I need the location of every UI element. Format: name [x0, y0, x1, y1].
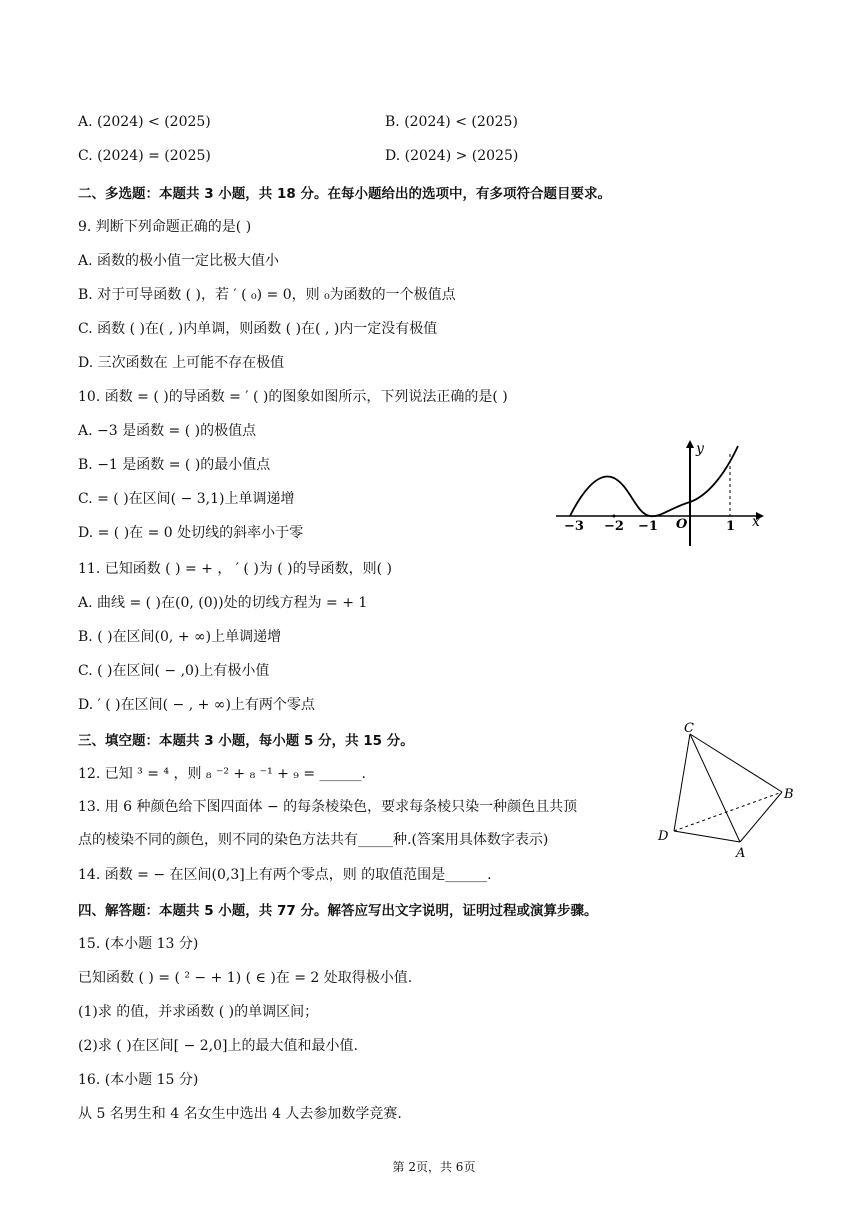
- q15-part2: (2)求 ( )在区间[ − 2,0]上的最大值和最小值.: [78, 1038, 358, 1054]
- q11-option-d: D. ′ ( )在区间( − , + ∞)上有两个零点: [78, 697, 315, 713]
- q10-option-d: D. = ( )在 = 0 处切线的斜率小于零: [78, 525, 304, 541]
- q10-option-c: C. = ( )在区间( − 3,1)上单调递增: [78, 491, 295, 507]
- q11-option-c: C. ( )在区间( − ,0)上有极小值: [78, 663, 270, 679]
- q9-option-a: A. 函数的极小值一定比极大值小: [78, 253, 280, 269]
- derivative-curve: [570, 446, 738, 516]
- y-axis-arrow: [686, 440, 694, 448]
- tick-label-1: 1: [726, 519, 736, 534]
- tick-label-neg1: −1: [638, 519, 658, 534]
- origin-label: O: [676, 517, 688, 532]
- vertex-label-d: D: [658, 829, 669, 844]
- q8-option-a: A. (2024) < (2025): [78, 114, 211, 130]
- x-axis-label: x: [752, 514, 760, 530]
- q8-option-c: C. (2024) = (2025): [78, 148, 211, 164]
- vertex-label-b: B: [784, 787, 794, 802]
- q15-stem: 已知函数 ( ) = ( ² − + 1) ( ∈ )在 = 2 处取得极小值.: [78, 970, 413, 986]
- q11-option-b: B. ( )在区间(0, + ∞)上单调递增: [78, 629, 282, 645]
- tick-label-neg2: −2: [604, 519, 624, 534]
- q10-option-b: B. −1 是函数 = ( )的最小值点: [78, 457, 271, 473]
- y-axis-label: y: [696, 441, 704, 457]
- q15-part1: (1)求 的值，并求函数 ( )的单调区间；: [78, 1004, 319, 1020]
- q16-stem: 从 5 名男生和 4 名女生中选出 4 人去参加数学竞赛.: [78, 1106, 402, 1122]
- section-heading-solutions: 四、解答题：本题共 5 小题，共 77 分。解答应写出文字说明，证明过程或演算步骤。: [78, 903, 598, 919]
- section-heading-fill-in: 三、填空题：本题共 3 小题，每小题 5 分，共 15 分。: [78, 733, 414, 749]
- q10-stem: 10. 函数 = ( )的导函数 = ′ ( )的图象如图所示，下列说法正确的是( ): [78, 389, 508, 405]
- q13-line2: 点的棱染不同的颜色，则不同的染色方法共有_____种.(答案用具体数字表示): [78, 832, 549, 848]
- q10-option-a: A. −3 是函数 = ( )的极值点: [78, 423, 257, 439]
- q13-line1: 13. 用 6 种颜色给下图四面体 − 的每条棱染色，要求每条棱只染一种颜色且共顶: [78, 799, 578, 815]
- q9-option-b: B. 对于可导函数 ( )，若 ′ ( ₀) = 0，则 ₀为函数的一个极值点: [78, 287, 456, 303]
- q8-option-b: B. (2024) < (2025): [385, 114, 518, 130]
- tetrahedron-figure: [654, 718, 800, 862]
- edge-da: [674, 831, 740, 842]
- vertex-label-a: A: [736, 846, 746, 861]
- q14-text: 14. 函数 = − 在区间(0,3]上有两个零点，则 的取值范围是______.: [78, 867, 492, 883]
- q8-option-d: D. (2024) > (2025): [385, 148, 519, 164]
- q9-option-c: C. 函数 ( )在( , )内单调，则函数 ( )在( , )内一定没有极值: [78, 321, 438, 337]
- q16-header: 16. (本小题 15 分): [78, 1072, 199, 1088]
- section-heading-multiple-choice: 二、多选题：本题共 3 小题，共 18 分。在每小题给出的选项中，有多项符合题目要求。: [78, 186, 611, 202]
- q11-option-a: A. 曲线 = ( )在(0, (0))处的切线方程为 = + 1: [78, 595, 368, 611]
- q9-stem: 9. 判断下列命题正确的是( ): [78, 219, 252, 235]
- derivative-graph: [552, 438, 772, 550]
- q11-stem: 11. 已知函数 ( ) = + ， ′ ( )为 ( )的导函数，则( ): [78, 561, 393, 577]
- edge-cd: [674, 734, 690, 831]
- tick-label-neg3: −3: [564, 519, 584, 534]
- tick-mark: [613, 515, 616, 518]
- vertex-label-c: C: [684, 721, 694, 736]
- page-footer: 第 2页，共 6页: [392, 1160, 476, 1174]
- q9-option-d: D. 三次函数在 上可能不存在极值: [78, 355, 285, 371]
- q15-header: 15. (本小题 13 分): [78, 936, 199, 952]
- q12-text: 12. 已知 ³ = ⁴ ，则 ₈ ⁻² + ₈ ⁻¹ + ₉ = ______.: [78, 766, 367, 782]
